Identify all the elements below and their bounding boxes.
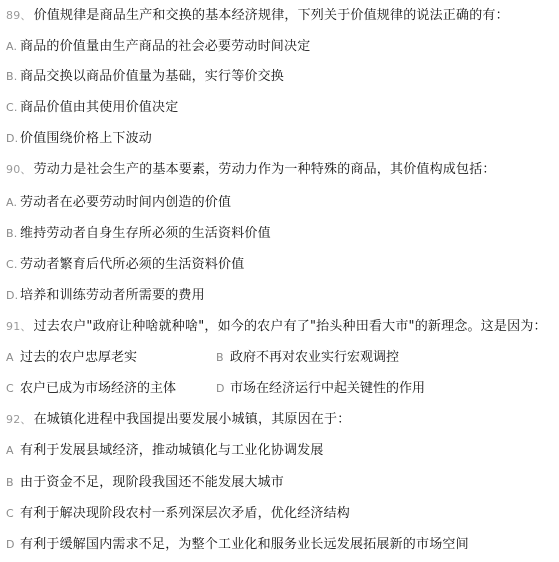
- question-91-stem: [6, 316, 547, 338]
- option-letter: D.: [6, 132, 19, 145]
- option-letter: C: [6, 507, 14, 520]
- option-text: 维持劳动者自身生存所必须的生活资料价值: [20, 226, 271, 241]
- question-text: 劳动力是社会生产的基本要素，劳动力作为一种特殊的商品，其价值构成包括：: [33, 162, 496, 177]
- question-text: 在城镇化进程中我国提出要发展小城镇，其原因在于：: [33, 412, 351, 427]
- option-text: 有利于缓解国内需求不足，为整个工业化和服务业长远发展拓展新的市场空间: [20, 537, 469, 552]
- option-text: 商品交换以商品价值量为基础，实行等价交换: [20, 69, 285, 84]
- option-text: 商品价值由其使用价值决定: [20, 100, 179, 115]
- question-91-option-b: [216, 347, 399, 369]
- question-text: 过去农户"政府让种啥就种啥"，如今的农户有了"抬头种田看大市"的新理念。这是因为：: [33, 319, 547, 334]
- question-89-option-b: [6, 66, 284, 88]
- question-89-option-c: [6, 97, 178, 119]
- question-number: 91、: [6, 320, 32, 333]
- question-92-option-b: [6, 472, 284, 494]
- option-text: 由于资金不足，现阶段我国还不能发展大城市: [20, 475, 285, 490]
- question-89-stem: [6, 5, 509, 27]
- option-text: 有利于发展县域经济，推动城镇化与工业化协调发展: [20, 443, 324, 458]
- option-letter: C.: [6, 101, 18, 114]
- question-number: 89、: [6, 9, 32, 22]
- option-letter: C: [6, 382, 14, 395]
- option-text: 市场在经济运行中起关键性的作用: [230, 381, 426, 396]
- option-letter: A.: [6, 196, 18, 209]
- question-number: 90、: [6, 163, 32, 176]
- option-letter: D: [216, 382, 225, 395]
- option-letter: D: [6, 538, 15, 551]
- option-text: 劳动者繁育后代所必须的生活资料价值: [20, 257, 245, 272]
- option-text: 价值围绕价格上下波动: [20, 131, 153, 146]
- option-letter: D.: [6, 289, 19, 302]
- question-text: 价值规律是商品生产和交换的基本经济规律，下列关于价值规律的说法正确的有：: [33, 8, 509, 23]
- option-letter: B.: [6, 70, 18, 83]
- option-text: 农户已成为市场经济的主体: [20, 381, 177, 396]
- option-text: 过去的农户忠厚老实: [20, 350, 138, 365]
- option-letter: A: [6, 351, 14, 364]
- option-text: 劳动者在必要劳动时间内创造的价值: [20, 195, 232, 210]
- question-90-option-b: [6, 223, 271, 245]
- option-text: 政府不再对农业实行宏观调控: [230, 350, 400, 365]
- option-letter: A.: [6, 40, 18, 53]
- question-91-option-c: [6, 378, 176, 400]
- question-89-option-d: [6, 128, 152, 150]
- question-number: 92、: [6, 413, 32, 426]
- question-89-option-a: [6, 36, 310, 58]
- option-text: 有利于解决现阶段农村一系列深层次矛盾，优化经济结构: [20, 506, 351, 521]
- option-letter: B: [216, 351, 224, 364]
- question-90-option-c: [6, 254, 244, 276]
- option-letter: C.: [6, 258, 18, 271]
- question-90-option-d: [6, 285, 205, 307]
- question-91-option-d: [216, 378, 425, 400]
- question-91-option-a: [6, 347, 137, 369]
- option-text: 商品的价值量由生产商品的社会必要劳动时间决定: [20, 39, 311, 54]
- option-letter: A: [6, 444, 14, 457]
- question-90-option-a: [6, 192, 231, 214]
- option-letter: B: [6, 476, 14, 489]
- option-letter: B.: [6, 227, 18, 240]
- question-92-option-c: [6, 503, 350, 525]
- question-92-option-d: [6, 534, 469, 556]
- question-92-option-a: [6, 440, 324, 462]
- option-text: 培养和训练劳动者所需要的费用: [20, 288, 205, 303]
- question-92-stem: [6, 409, 350, 431]
- question-90-stem: [6, 159, 496, 181]
